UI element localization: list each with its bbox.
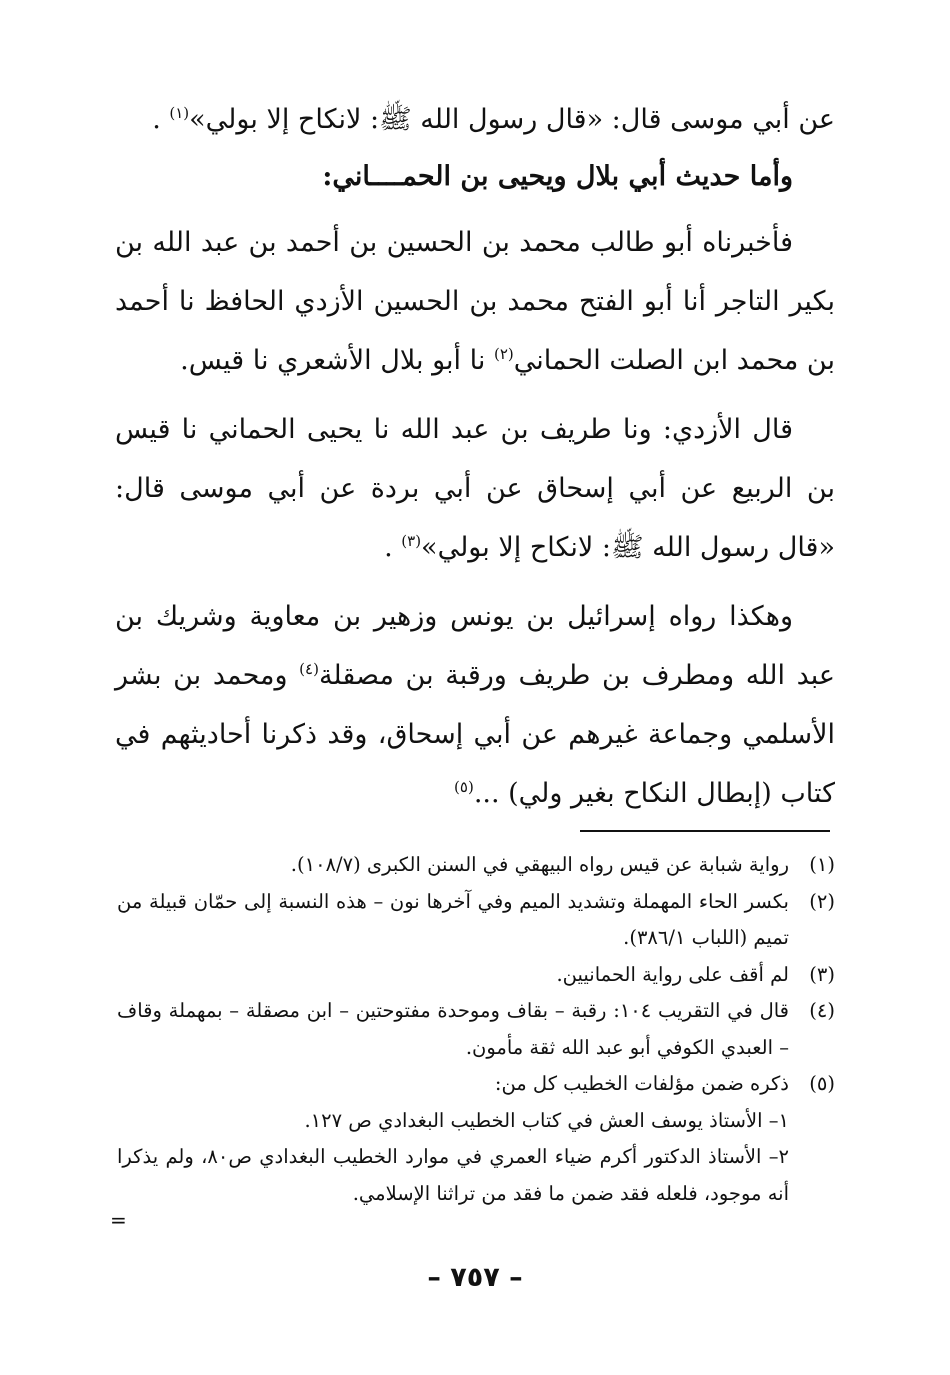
footnote-ref-5[interactable]: (٥) [454, 778, 474, 796]
main-text [115, 90, 835, 823]
footnote-5-item-2: ٢– الأستاذ الدكتور أكرم ضياء العمري في موارد الخطيب البغدادي ص٨٠، ولم يذكرا أنه موجود، فلعله فقد ضمن ما فقد من تراثنا الإسلامي. [117, 1145, 790, 1205]
paragraph-1-text: عن أبي موسى قال: «قال رسول الله ﷺ: لانكاح إلا بولي» [189, 104, 835, 135]
paragraph-4-text: وهكذا رواه إسرائيل بن يونس وزهير بن معاوية وشريك بن عبد الله ومطرف بن طريف ورقبة بن مصقلة [115, 601, 835, 691]
footnote-separator [580, 830, 830, 832]
footnote-number: (٣) [809, 962, 835, 986]
footnote-3 [117, 957, 835, 994]
footnote-5-intro: ذكره ضمن مؤلفات الخطيب كل من: [494, 1072, 789, 1095]
section-heading: وأما حديث أبي بلال ويحيى بن الحمــــاني: [322, 161, 793, 192]
paragraph-4 [115, 587, 835, 823]
footnote-number: (٥) [809, 1072, 835, 1095]
paragraph-2-text: فأخبرناه أبو طالب محمد بن الحسين بن أحمد بن عبد الله بن بكير التاجر أنا أبو الفتح محمد بن الحسين الأزدي الحافظ نا أحمد بن محمد ابن الصلت الحماني [115, 227, 835, 376]
footnote-number: (١) [809, 853, 835, 876]
footnote-ref-3[interactable]: (٣) [401, 532, 422, 550]
paragraph-2-end: نا أبو بلال الأشعري نا قيس. [180, 345, 494, 376]
paragraph-4-mid: ومحمد بن بشر الأسلمي وجماعة غيرهم عن أبي إسحاق، وقد ذكرنا أحاديثهم في كتاب (إبطال النكاح بغير ولي) ... [115, 660, 835, 809]
footnote-5 [117, 1066, 835, 1212]
paragraph-3 [115, 400, 835, 577]
footnote-ref-1[interactable]: (١) [169, 104, 190, 122]
footnotes [117, 847, 835, 1212]
footnote-text: قال في التقريب ١٠٤: رقبة – بقاف وموحدة مفتوحتين – ابن مصقلة – بمهملة وقاف – العبدي الكوفي أبو عبد الله ثقة مأمون. [117, 999, 789, 1059]
footnote-4 [117, 993, 835, 1066]
footnote-number: (٢) [809, 889, 835, 913]
paragraph-1-end: . [152, 104, 170, 135]
footnote-text [117, 1066, 789, 1212]
continuation-mark: = [110, 1208, 127, 1232]
footnote-text: بكسر الحاء المهملة وتشديد الميم وفي آخرها نون – هذه النسبة إلى حمّان قبيلة من تميم (اللباب ٣٨٦/١). [117, 889, 789, 949]
paragraph-3-text: قال الأزدي: ونا طريف بن عبد الله نا يحيى الحماني نا قيس بن الربيع عن أبي إسحاق عن أبي بردة عن أبي موسى قال: «قال رسول الله ﷺ: لانكاح إلا بولي» [115, 414, 835, 563]
footnote-ref-2[interactable]: (٢) [493, 345, 514, 363]
footnote-text: لم أقف على رواية الحمانيين. [556, 962, 789, 986]
paragraph-2 [115, 213, 835, 390]
footnote-ref-4[interactable]: (٤) [299, 660, 319, 678]
footnote-2 [117, 884, 835, 957]
paragraph-3-end: . [384, 532, 402, 563]
footnote-text: رواية شبابة عن قيس رواه البيهقي في السنن الكبرى (١٠٨/٧). [290, 853, 789, 876]
footnote-1 [117, 847, 835, 884]
paragraph-1 [115, 90, 835, 149]
page-number: – ٧٥٧ – [427, 1262, 523, 1293]
footnote-number: (٤) [809, 999, 835, 1022]
footnote-5-item-1: ١– الأستاذ يوسف العش في كتاب الخطيب البغدادي ص ١٢٧. [304, 1108, 789, 1132]
